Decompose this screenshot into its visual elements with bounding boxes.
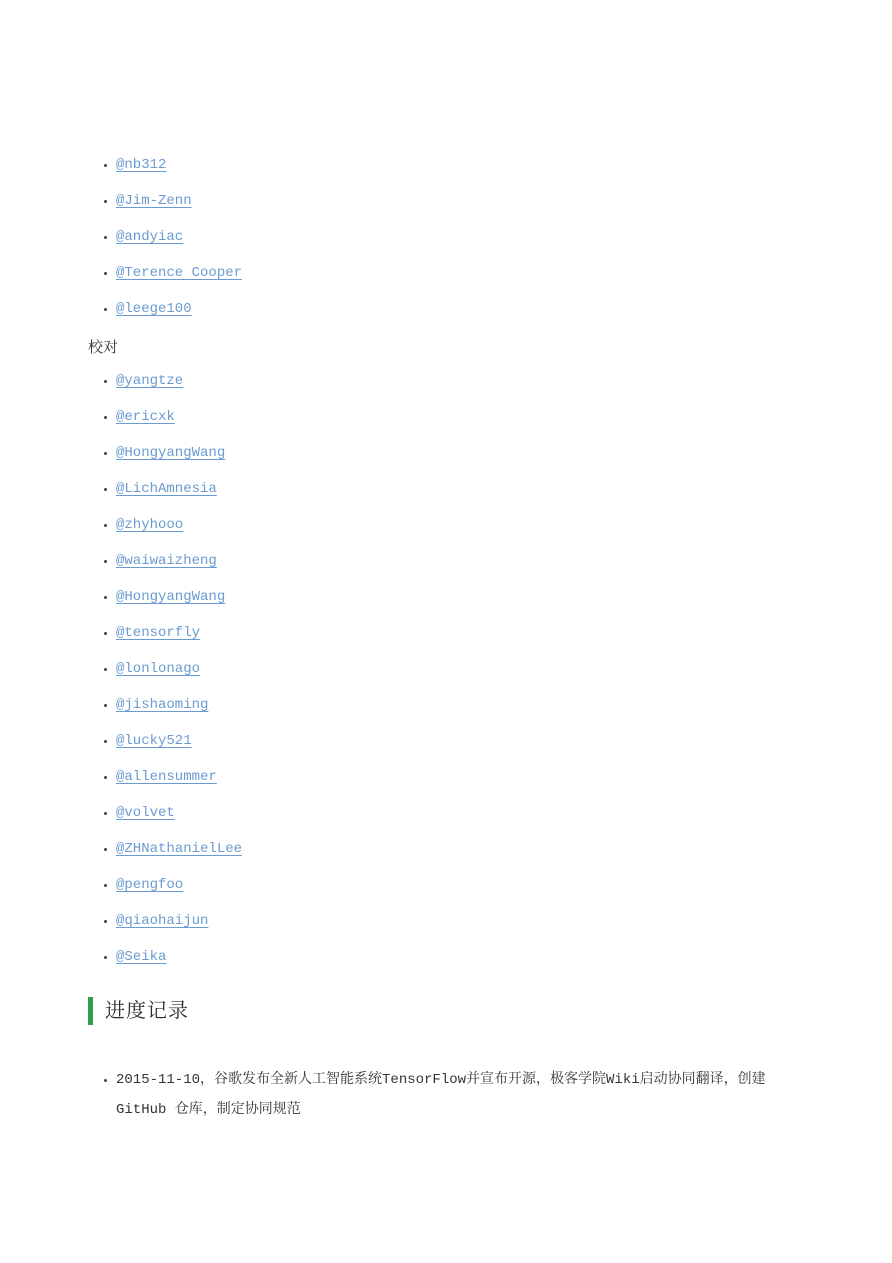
translators-list (88, 158, 804, 317)
user-list-item (116, 950, 804, 965)
user-link[interactable]: @lonlonago (116, 661, 201, 677)
user-list-item (116, 914, 804, 929)
user-link[interactable]: @lucky521 (116, 733, 192, 749)
user-link[interactable]: @allensummer (116, 769, 217, 785)
proofread-label: 校对 (88, 340, 119, 357)
progress-log-list (88, 1065, 804, 1125)
user-link[interactable]: @jishaoming (116, 697, 209, 713)
user-link[interactable]: @Seika (116, 949, 167, 965)
user-list-item (116, 662, 804, 677)
user-link[interactable]: @ZHNathanielLee (116, 841, 243, 857)
progress-heading-text: 进度记录 (105, 1000, 189, 1022)
user-link[interactable]: @waiwaizheng (116, 553, 217, 569)
progress-entry: • 2015-11-10，谷歌发布全新人工智能系统TensorFlow并宣布开源，极客学院Wiki启动协同翻译，创建 GitHub 仓库，制定协同规范 (116, 1065, 804, 1125)
user-list-item (116, 482, 804, 497)
user-list-item (116, 698, 804, 713)
user-link[interactable]: @pengfoo (116, 877, 184, 893)
user-list-item (116, 806, 804, 821)
user-list-item (116, 554, 804, 569)
user-link[interactable]: @volvet (116, 805, 175, 821)
user-link[interactable]: @andyiac (116, 229, 184, 245)
user-list-item (116, 734, 804, 749)
user-list-item (116, 374, 804, 389)
user-list-item (116, 842, 804, 857)
progress-section-heading (88, 997, 804, 1025)
user-link[interactable]: @zhyhooo (116, 517, 184, 533)
user-link[interactable]: @yangtze (116, 373, 184, 389)
user-list-item (116, 590, 804, 605)
user-list-item (116, 878, 804, 893)
user-link[interactable]: @HongyangWang (116, 589, 226, 605)
user-link[interactable]: @tensorfly (116, 625, 201, 641)
user-list-item (116, 770, 804, 785)
user-link[interactable]: @HongyangWang (116, 445, 226, 461)
user-list-item (116, 518, 804, 533)
user-link[interactable]: @Terence Cooper (116, 265, 243, 281)
user-link[interactable]: @nb312 (116, 157, 167, 173)
user-list-item (116, 230, 804, 245)
user-list-item (116, 446, 804, 461)
user-list-item (116, 626, 804, 641)
user-list-item (116, 410, 804, 425)
user-list-item (116, 266, 804, 281)
user-list-item (116, 158, 804, 173)
proofreaders-list (88, 374, 804, 965)
user-list-item (116, 194, 804, 209)
user-link[interactable]: @Jim-Zenn (116, 193, 192, 209)
user-link[interactable]: @leege100 (116, 301, 192, 317)
user-link[interactable]: @ericxk (116, 409, 175, 425)
user-list-item (116, 302, 804, 317)
user-link[interactable]: @LichAmnesia (116, 481, 217, 497)
user-link[interactable]: @qiaohaijun (116, 913, 209, 929)
